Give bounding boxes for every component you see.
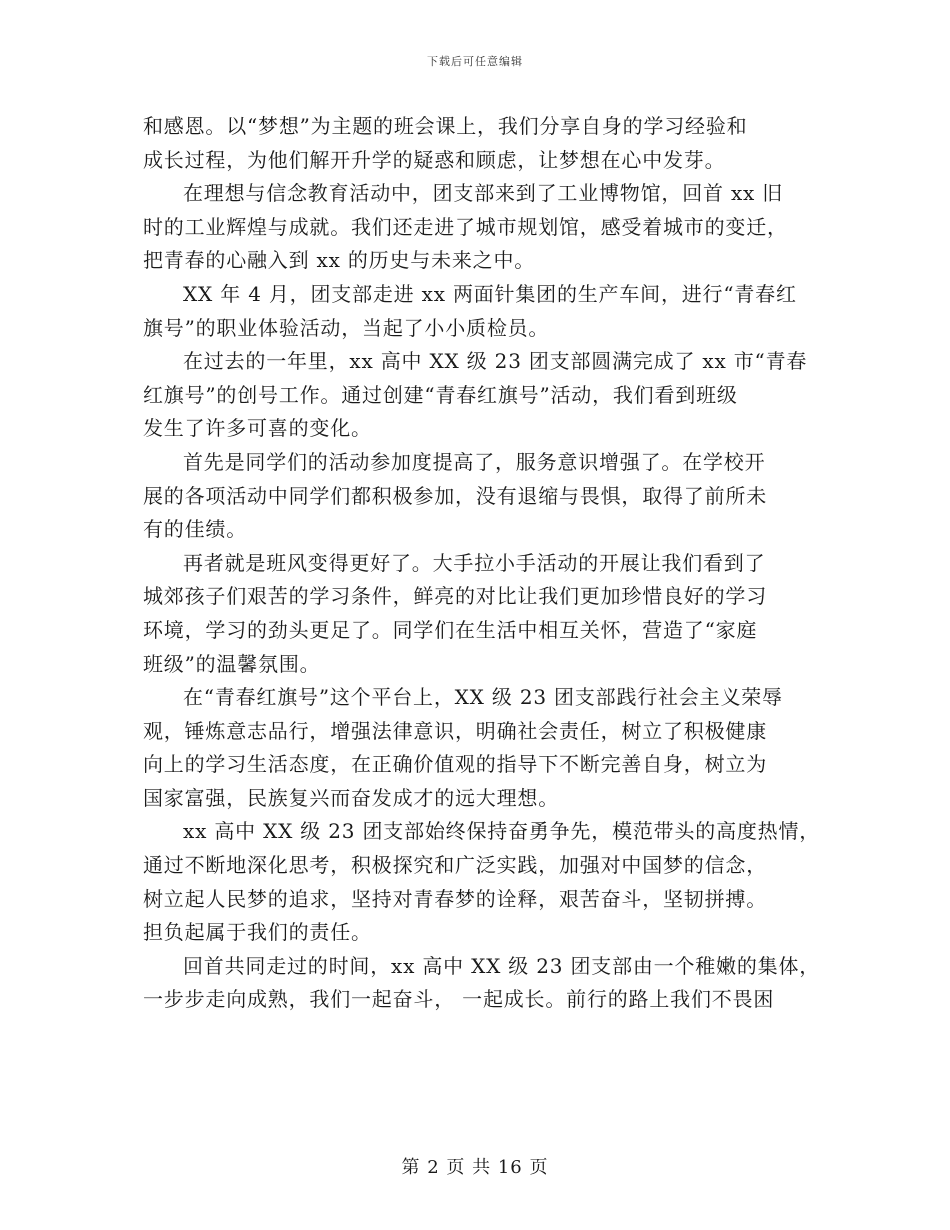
text-line: 和感恩。以“梦想”为主题的班会课上，我们分享自身的学习经验和 [143,114,748,138]
text-line: XX 年 4 月，团支部走进 xx 两面针集团的生产车间，进行“青春红 [183,281,797,306]
text-line: 成长过程，为他们解开升学的疑惑和顾虑，让梦想在心中发芽。 [143,147,726,172]
text-line: 时的工业辉煌与成就。我们还走进了城市规划馆，感受着城市的变迁， [143,214,788,239]
text-line: 红旗号”的创号工作。通过创建“青春红旗号”活动，我们看到班级 [143,382,738,407]
text-line: 树立起人民梦的追求，坚持对青春梦的诠释，艰苦奋斗，坚韧拼搏。 [143,886,767,911]
text-line: 旗号”的职业体验活动，当起了小小质检员。 [143,315,550,340]
text-line: 在“青春红旗号”这个平台上，XX 级 23 团支部践行社会主义荣辱 [183,685,783,710]
text-line: 担负起属于我们的责任。 [143,920,372,945]
text-line: 一步步走向成熟，我们一起奋斗， 一起成长。前行的路上我们不畏困 [143,987,775,1012]
text-line: 展的各项活动中同学们都积极参加，没有退缩与畏惧，取得了前所未 [143,483,767,508]
text-line: 有的佳绩。 [143,517,247,542]
text-line: 发生了许多可喜的变化。 [143,416,372,441]
text-line: 把青春的心融入到 xx 的历史与未来之中。 [143,248,536,273]
text-line: 向上的学习生活态度，在正确价值观的指导下不断完善自身，树立为 [143,752,767,777]
text-line: 国家富强，民族复兴而奋发成才的远大理想。 [143,785,559,810]
text-line: 再者就是班风变得更好了。大手拉小手活动的开展让我们看到了 [183,550,766,575]
text-line: 回首共同走过的时间，xx 高中 XX 级 23 团支部由一个稚嫩的集体， [183,953,821,978]
text-line: 首先是同学们的活动参加度提高了，服务意识增强了。在学校开 [183,449,766,474]
text-line: 在过去的一年里，xx 高中 XX 级 23 团支部圆满完成了 xx 市“青春 [183,349,808,374]
text-line: 班级”的温馨氛围。 [143,651,321,676]
text-line: xx 高中 XX 级 23 团支部始终保持奋勇争先，模范带头的高度热情， [183,819,821,844]
text-line: 城郊孩子们艰苦的学习条件，鲜亮的对比让我们更加珍惜良好的学习 [143,584,767,609]
text-line: 在理想与信念教育活动中，团支部来到了工业博物馆，回首 xx 旧 [183,181,784,206]
text-line: 通过不断地深化思考，积极探究和广泛实践，加强对中国梦的信念， [143,853,767,878]
document-body [143,110,821,1017]
text-line: 环境，学习的劲头更足了。同学们在生活中相互关怀，营造了“家庭 [143,617,758,642]
page-header-note: 下载后可任意编辑 [427,55,523,68]
text-line: 观，锤炼意志品行，增强法律意识，明确社会责任，树立了积极健康 [143,718,767,743]
page-number-footer: 第 2 页 共 16 页 [401,1157,549,1178]
